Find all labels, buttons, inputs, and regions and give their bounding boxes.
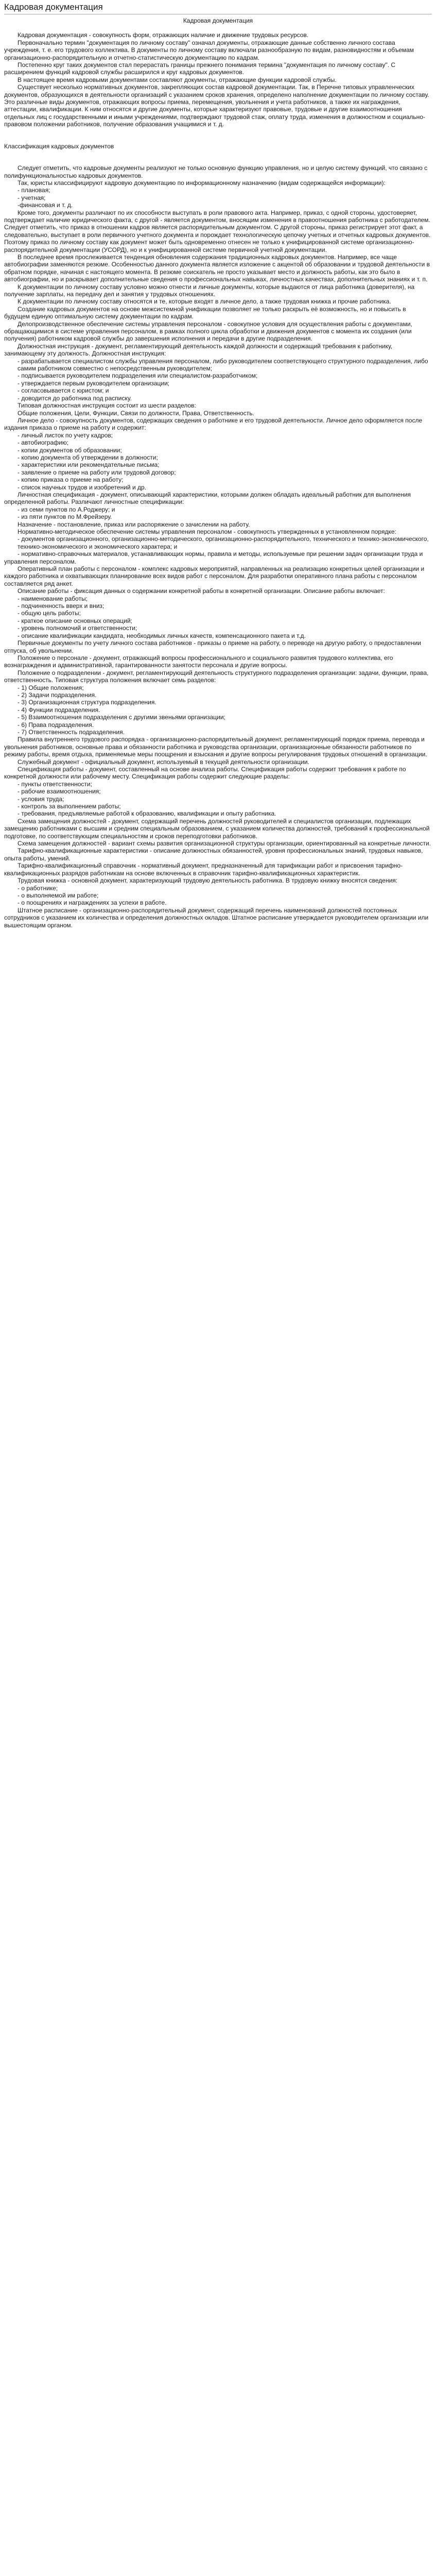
list-item: - условия труда;: [18, 795, 64, 803]
list-item: Типовая должностная инструкция состоит из шести разделов:: [18, 402, 196, 410]
paragraph: Следует отметить, что кадровые документы реализуют не только основную функцию управления, но и целую систему функций, что связано с полифункциональностью кадровых документов.: [4, 164, 428, 179]
paragraph: Трудовая книжка - основной документ, характеризующий трудовую деятельность работника. В трудовую книжку вносятся сведения:: [18, 877, 398, 885]
list-item: - краткое описание основных операций;: [18, 617, 132, 624]
paragraph: В последнее время прослеживается тенденция обновления содержания традиционных кадровых документов. Например, все чаще автобиографии заменяются резюме. Особенностью данного документа является изложение с акцентой об образовании и трудовой деятельности в обратном порядке, начиная с настоящего момента. В резюме соискатель не просто указывает место и должность работы, как это было в автобиографии, но и раскрывает дополнительные сведения о профессиональных навыках, личностных качествах, дополнительных знаниях и т. п.: [4, 253, 430, 283]
list-item: - наименование работы;: [18, 595, 88, 602]
document-body: [4, 17, 432, 929]
list-item: - заявление о приеме на работу или трудовой договор;: [18, 468, 176, 476]
list-item: - 3) Организационная структура подразделения.: [18, 699, 156, 706]
paragraph: Нормативно-методическое обеспечение системы управления персоналом - совокупность утвержденных в установленном порядке:: [18, 528, 396, 535]
list-item: - 5) Взаимоотношения подразделения с другими звеньями организации;: [18, 714, 225, 721]
paragraph: Кадровая документация - совокупность форм, отражающих наличие и движение трудовых ресурсов.: [18, 31, 309, 39]
paragraph: Личное дело - совокупность документов, содержащих сведения о работнике и его трудовой деятельности. Личное дело оформляется после издания приказа о приеме на работу и содержит:: [4, 416, 423, 432]
paragraph: Положение о персонале - документ, отражающий вопросы профессионального и социального развития трудового коллектива, его вознаграждения и административной, гарантированности занятости персонала и другие вопросы.: [4, 654, 393, 669]
paragraph: К документации по личному составу относятся и те, которые входят в личное дело, а также трудовая книжка и прочие работника.: [18, 298, 391, 306]
blank-line: [4, 135, 432, 143]
list-item: - личный листок по учету кадров;: [18, 431, 113, 439]
list-item: - о поощрениях и награждениях за успехи в работе.: [18, 899, 167, 907]
list-item: - общую цель работы;: [18, 609, 81, 617]
list-item: Схема замещения должностей - вариант схемы развития организационной структуры организации, ориентированный на конкретные личности.: [18, 840, 431, 848]
paragraph: Правила внутреннего трудового распорядка - организационно-распорядительный документ, регламентирующий порядок приема, перевода и увольнения работников, основные права и обязанности работника и руководства организации, организационные обязанности работников по режиму работы, время отдыха, применяемые меры поощрения и взыскания и другие вопросы регулирования трудовых отношений в организации.: [4, 736, 427, 758]
list-item: - список научных трудов и изобретений и др.: [18, 483, 147, 491]
blank-line: [4, 150, 432, 157]
list-item: - 4) Функции подразделения.: [18, 706, 100, 714]
list-item: - копию приказа о приеме на работу;: [18, 476, 124, 484]
list-item: - разрабатывается специалистом службы управления персоналом, либо руководителем соответствующего структурного подразделения, либо самим работником совместно с непосредственным руководителем;: [18, 357, 428, 372]
list-item: - копию документа об утверждении в должности;: [18, 453, 158, 461]
blank-line: [4, 24, 432, 31]
page: [0, 0, 436, 934]
section-heading: Классификация кадровых документов: [4, 142, 114, 150]
paragraph: - нормативно-справочных материалов, устанавливающих нормы, правила и методы, используемые при решении задач организации труда и управления персоналом.: [4, 550, 423, 565]
list-item: - подписывается руководителем подразделения или специалистом-разработчиком;: [18, 372, 258, 380]
list-item: - о выполняемой им работе;: [18, 891, 99, 899]
list-item: - утверждается первым руководителем организации;: [18, 379, 170, 387]
blank-line: [4, 157, 432, 164]
list-item: - требования, предъявляемые работой к образованию, квалификации и опыту работника.: [18, 810, 276, 818]
paragraph: Первичные документы по учету личного состава работников - приказы о приеме на работу, о переводе на другую работу, о предоставлении отпуска, об увольнении.: [4, 639, 421, 654]
blank-line: [4, 128, 432, 135]
paragraph: Делопроизводственное обеспечение системы управления персоналом - совокупное условия для осуществления работы с документами, обращающимися в системе управления персоналом, в рамках полного цикла обработки и движения документов с момента их создания (или получения) работником кадровой службы до завершения исполнения и передачи в другие подразделения.: [4, 320, 412, 343]
paragraph: Первоначально термин "документация по личному составу" означал документы, отражающие данные собственно личного состава учреждения, т. е. его трудового коллектива. В документы по личному составу включали разнообразную по видам, разновидностям и объемам организационно-распорядительную и отчетно-статистическую документацию по кадрам.: [4, 39, 414, 61]
list-item: - учетная;: [18, 194, 46, 201]
list-item: - контроль за выполнением работы;: [18, 803, 121, 810]
list-item: - 2) Задачи подразделения.: [18, 691, 97, 699]
list-item: - 6) Права подразделения.: [18, 721, 94, 728]
list-item: - о работнике;: [18, 884, 58, 892]
paragraph: Тарифно-квалификационный справочник - нормативный документ, предназначенный для тарификации работ и присвоения тарифно-квалификационных разрядов работникам на основе включенных в справочник тарифно-квалификационных характеристик.: [4, 862, 403, 877]
paragraph: Спецификация работы - документ, составленный на основе анализа работы. Спецификация работы содержит требования к работе по конкретной должности или рабочему месту. Спецификация работы содержит следующие разделы:: [4, 766, 406, 781]
paragraph: Должностная инструкция - документ, регламентирующий деятельность каждой должности и содержащий требования к работнику, занимающему эту должность. Должностная инструкция:: [4, 342, 393, 358]
paragraph: Создание кадровых документов на основе межсистемной унификации позволяет не только раскрыть её возможность, но и повысить в будущем единую оптимальную систему документации по кадрам.: [4, 305, 406, 320]
list-item: - рабочие взаимоотношения;: [18, 788, 101, 795]
list-item: - подчиненность вверх и вниз;: [18, 602, 104, 610]
list-item: - документов организационного, организационно-методического, организационно-распорядительного, технического и технико-экономического, технико-экономического и экономического характера; и: [18, 535, 429, 550]
list-item: - копии документов об образовании;: [18, 446, 122, 454]
paragraph: Положение о подразделении - документ, регламентирующий деятельность структурного подразделения организации: задачи, функции, права, ответственность. Типовая структура положения включает семь разделов:: [4, 669, 429, 684]
paragraph: Личностная спецификация - документ, описывающий характеристики, которыми должен обладать идеальный работник для выполнения определенной работы. Различают личностные спецификации:: [4, 490, 411, 506]
paragraph: Назначение - постановление, приказ или распоряжение о зачислении на работу.: [18, 520, 250, 528]
list-item: - из семи пунктов по А.Роджеру; и: [18, 505, 115, 513]
list-item: - пункты ответственности;: [18, 780, 92, 788]
paragraph: Штатное расписание - организационно-распорядительный документ, содержащий перечень наименований должностей постоянных сотрудников с указанием их количества и определения должностных окладов. Штатное расписание утверждается руководителем организации или вышестоящим органом.: [4, 906, 429, 929]
paragraph: Кроме того, документы различают по их способности выступать в роли правового акта. Например, приказ, с одной стороны, удостоверяет, подтверждает наличие юридического факта, с другой - является документом, вносящим изменения в правоотношения работника с работодателем. Следует отметить, что приказ в отношении кадров является распорядительным документом. С другой стороны, приказ регистрирует этот факт, а следовательно, выступает в роли первичного учетного документа и порождает технологическую цепочку учетных и отчетных кадровых документов. Поэтому приказ по личному составу как документ может быть одновременно отнесен не только к унифицированной системе организационно-распорядительной документации (УСОРД), но и к унифицированной системе первичной учетной документации.: [4, 209, 431, 253]
list-item: - автобиографию;: [18, 439, 69, 447]
paragraph: Описание работы - фиксация данных о содержании конкретной работы в конкретной организации. Описание работы включает:: [18, 587, 385, 595]
list-item: - описание квалификации кандидата, необходимых личных качеств, компенсационного пакета и т.д.: [18, 632, 306, 639]
page-title: Кадровая документация: [4, 2, 103, 12]
paragraph: В настоящее время кадровыми документами составляют документы, отражающие функции кадровой службы.: [18, 76, 337, 83]
list-item: Общие положения, Цели, Функции, Связи по должности, Права, Ответственность.: [18, 409, 254, 417]
paragraph: Существует несколько нормативных документов, закрепляющих состав кадровой документации. Так, в Перечне типовых управленческих документов, образующихся в деятельности организаций с указанием сроков хранения, определено наполнение документации по личному составу. Это различные виды документов, отражающих вопросы приема, перемещения, увольнения и учета работников, а также их награждения, аттестации, квалификации. К ним относятся и другие документы, которые характеризуют правовые, трудовые и другие взаимоотношения отдельных лиц с государственными и иными учреждениями, подтверждают трудовой стаж, оплату труда, изменения в должностном и социально-правовом положении работников, получение образования учащимися и т. д.: [4, 83, 429, 128]
list-item: - 7) Ответственность подразделения.: [18, 728, 125, 736]
paragraph: Схема замещения должностей - документ, содержащий перечень должностей руководителей и специалистов организации, подлежащих замещению работниками с высшим и средним специальным образованием, с указанием количества должностей, требований к профессиональной подготовке, по соответствующим специальностям и сроков переподготовки работников.: [4, 817, 430, 840]
paragraph: Служебный документ - официальный документ, используемый в текущей деятельности организации.: [18, 758, 309, 766]
list-item: - уровень полномочий и ответственности;: [18, 624, 137, 632]
list-item: - плановая;: [18, 187, 50, 194]
list-item: - доводится до работника под расписку.: [18, 394, 132, 402]
paragraph: Тарифно-квалификационные характеристики - описание должностных обязанностей, уровня профессиональных знаний, трудовых навыков, опыта работы, умений.: [4, 847, 423, 862]
document-heading: Кадровая документация: [183, 17, 253, 24]
paragraph: К документации по личному составу условно можно отнести и личные документы, которые выдаются от лица работника (доверителя), на получение зарплаты, на передачу дел и занятия у трудовых отношениях.: [4, 283, 415, 298]
paragraph: Так, юристы классифицируют кадровую документацию по информационному назначению (видам содержащейся информации):: [18, 179, 386, 187]
list-item: -финансовая и т. д.: [18, 201, 73, 209]
list-item: - согласовывается с юристом; и: [18, 387, 109, 395]
paragraph: Оперативный план работы с персоналом - комплекс кадровых мероприятий, направленных на реализацию конкретных целей организации и каждого работника и охватывающих планирование всех видов работ с персоналом. Для разработки оперативного плана работы с персоналом составляется ряд анкет.: [4, 565, 425, 587]
list-item: - характеристики или рекомендательные письма;: [18, 461, 160, 469]
list-item: - из пяти пунктов по М.Фрейзеру.: [18, 513, 112, 521]
paragraph: Постепенно круг таких документов стал перерастать границы прежнего понимания термина "документация по личному составу". С расширением функций кадровой службы расширился и круг кадровых документов.: [4, 61, 396, 76]
list-item: - 1) Общие положения;: [18, 684, 84, 691]
